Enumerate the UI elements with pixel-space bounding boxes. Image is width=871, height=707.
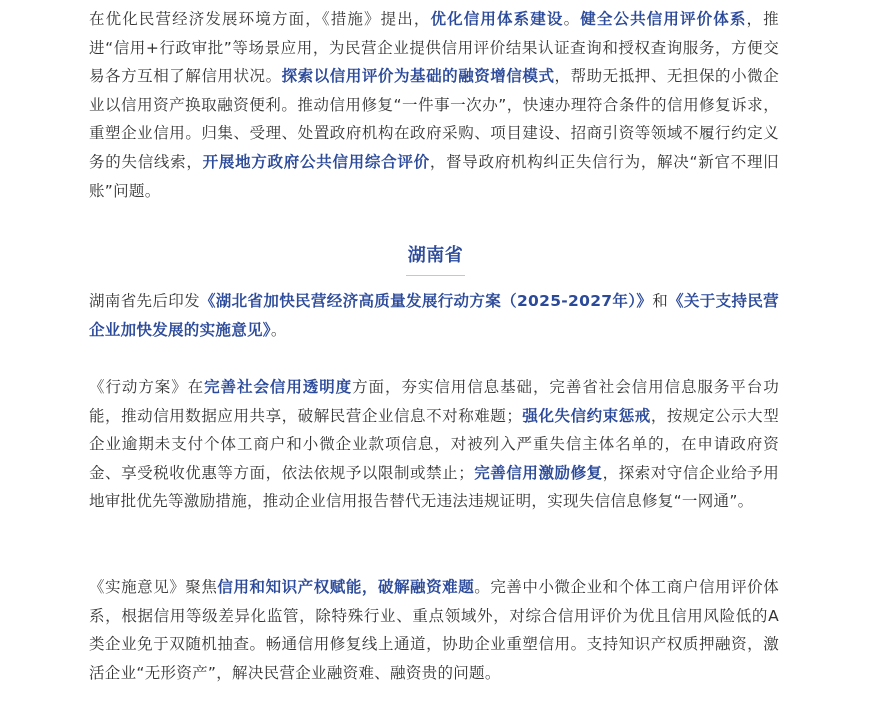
body-text: 在优化民营经济发展环境方面，《措施》提出， [89, 10, 431, 28]
highlighted-text: 《关于支持民营企业加快发展的实施意见》 [89, 292, 779, 339]
section-heading: 湖南省 [406, 243, 466, 276]
body-text: ，按规定公示大型企业逾期未支付个体工商户和小微企业款项信息，对被列入严重失信主体名单的，在申请政府资金、享受税收优惠等方面，依法依规予以限制或禁止； [89, 406, 779, 482]
body-text: 。 [563, 10, 581, 28]
highlighted-text: 完善信用激励修复 [474, 463, 603, 482]
highlighted-text: 开展地方政府公共信用综合评价 [202, 152, 430, 171]
paragraph-credit-environment [89, 5, 779, 205]
paragraph-implementation-opinions [89, 573, 779, 687]
highlighted-text: 健全公共信用评价体系 [580, 10, 747, 28]
paragraph-province-documents [89, 287, 779, 344]
body-text: ，督导政府机构纠正失信行为，解决“新官不理旧账”问题。 [89, 152, 779, 200]
body-text: 。 [270, 320, 287, 339]
body-text: 。完善中小微企业和个体工商户信用评价体系，根据信用等级差异化监管，除特殊行业、重点领域外，对综合信用评价为优且信用风险低的A类企业免于双随机抽查。畅通信用修复线上通道，协助企业重塑信用。支持知识产权质押融资，激活企业“无形资产”，解决民营企业融资难、融资贵的问题。 [89, 578, 780, 682]
body-text: ，探索对守信企业给予用地审批优先等激励措施，推动企业信用报告替代无违法违规证明，实现失信信息修复“一网通”。 [89, 463, 779, 511]
body-text: 《行动方案》在 [89, 378, 205, 396]
highlighted-text: 强化失信约束惩戒 [522, 406, 651, 425]
highlighted-text: 探索以信用评价为基础的融资增信模式 [281, 67, 555, 86]
highlighted-text: 信用和知识产权赋能，破解融资难题 [217, 578, 475, 596]
paragraph-action-plan [89, 373, 779, 516]
highlighted-text: 优化信用体系建设 [430, 10, 564, 28]
body-text: 方面，夯实信用信息基础，完善省社会信用信息服务平台功能，推动信用数据应用共享，破解民营企业信息不对称难题； [89, 378, 779, 425]
body-text: ，推进“信用+行政审批”等场景应用，为民营企业提供信用评价结果认证查询和授权查询服务，方便交易各方互相了解信用状况。 [89, 10, 779, 86]
body-text: ，帮助无抵押、无担保的小微企业以信用资产换取融资便利。推动信用修复“一件事一次办”，快速办理符合条件的信用修复诉求，重塑企业信用。归集、受理、处置政府机构在政府采购、项目建设、招商引资等领域不履行约定义务的失信线索， [89, 67, 779, 171]
body-text: 湖南省先后印发 [89, 292, 200, 310]
body-text: 和 [652, 292, 669, 310]
body-text: 《实施意见》聚焦 [89, 578, 218, 596]
section-heading-wrapper [0, 243, 871, 276]
highlighted-text: 《湖北省加快民营经济高质量发展行动方案（2025-2027年）》 [199, 292, 653, 310]
highlighted-text: 完善社会信用透明度 [204, 378, 353, 396]
